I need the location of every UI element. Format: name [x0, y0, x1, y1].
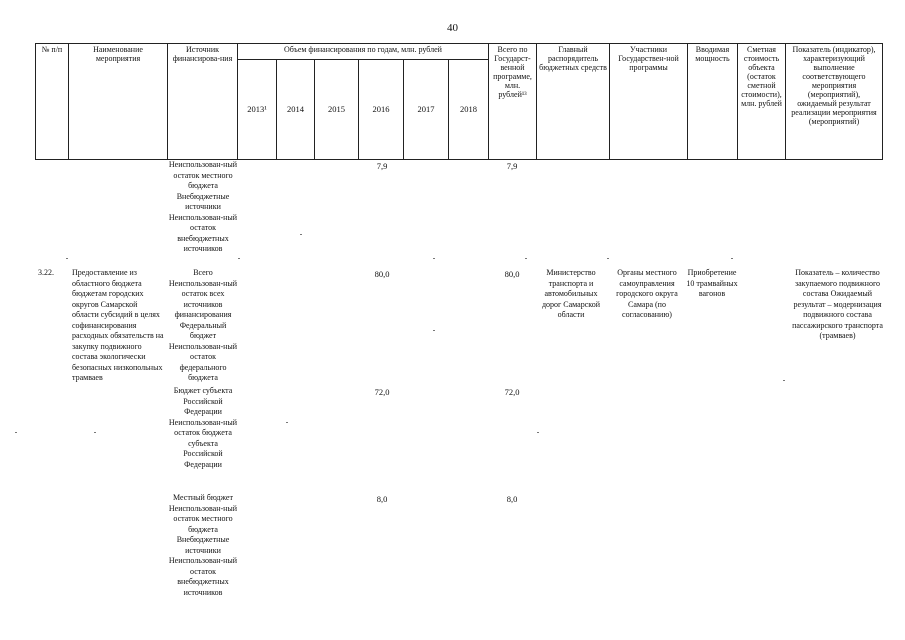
- header-num: № п/п: [36, 44, 69, 160]
- item-number: 3.22.: [38, 268, 54, 277]
- year-2018: 2018: [449, 60, 489, 160]
- table-header: [35, 43, 883, 160]
- item-sources-b: Бюджет субъекта Российской Федерации Неиспользован-ный остаток бюджета субъекта Российской Федерации: [168, 386, 238, 469]
- item-capacity: Приобретение 10 трамвайных вагонов: [686, 268, 738, 298]
- item-local-2016: 8,0: [376, 494, 388, 504]
- header-name: Наименование мероприятия: [69, 44, 168, 160]
- header-indicator: Показатель (индикатор), характеризующий выполнение соответствующего мероприятия (мероприятий), ожидаемый результат реализации мероприятия (мероприятий): [786, 44, 883, 160]
- item-manager: Министерство транспорта и автомобильных дорог Самарской области: [541, 268, 601, 319]
- item-total-2016: 80,0: [374, 269, 390, 279]
- header-capacity: Вводимая мощность: [688, 44, 738, 160]
- header-volume: Объем финансирования по годам, млн. рублей: [238, 44, 489, 60]
- item-regional-all: 72,0: [504, 387, 520, 397]
- item-total-all: 80,0: [504, 269, 520, 279]
- page-number: 40: [447, 22, 458, 34]
- year-2013: 2013¹: [238, 60, 277, 160]
- item-local-all: 8,0: [506, 494, 518, 504]
- item-name: Предоставление из областного бюджета бюджетам городских округов Самарской области субсидий в целях софинансирования расходных обязательств на закупку подвижного состава экологически безопасных низкопольных трамваев: [72, 268, 164, 382]
- item-sources-a: Всего Неиспользован-ный остаток всех источников финансирования Федеральный бюджет Неиспользован-ный остаток федерального бюджета: [168, 268, 238, 382]
- top-sources: Неиспользован-ный остаток местного бюджета Внебюджетные источники Неиспользован-ный остаток внебюджетных источников: [168, 160, 238, 253]
- header-manager: Главный распорядитель бюджетных средств: [537, 44, 610, 160]
- header-participants: Участники Государствен-ной программы: [610, 44, 688, 160]
- year-2014: 2014: [277, 60, 315, 160]
- top-total: 7,9: [506, 161, 518, 171]
- header-cost: Сметная стоимость объекта (остаток сметной стоимости), млн. рублей: [738, 44, 786, 160]
- year-2016: 2016: [359, 60, 404, 160]
- year-2017: 2017: [404, 60, 449, 160]
- item-sources-c: Местный бюджет Неиспользован-ный остаток местного бюджета Внебюджетные источники Неиспользован-ный остаток внебюджетных источников: [168, 493, 238, 597]
- header-total: Всего по Государст-венной программе, млн. рублей¹³: [489, 44, 537, 160]
- header-source: Источник финансирова-ния: [168, 44, 238, 160]
- top-value-2016: 7,9: [376, 161, 388, 171]
- item-participants: Органы местного самоуправления городского округа Самара (по согласованию): [616, 268, 678, 319]
- item-indicator: Показатель – количество закупаемого подвижного состава Ожидаемый результат – модернизация подвижного состава пассажирского транспорта (трамваев): [792, 268, 883, 340]
- item-regional-2016: 72,0: [374, 387, 390, 397]
- year-2015: 2015: [315, 60, 359, 160]
